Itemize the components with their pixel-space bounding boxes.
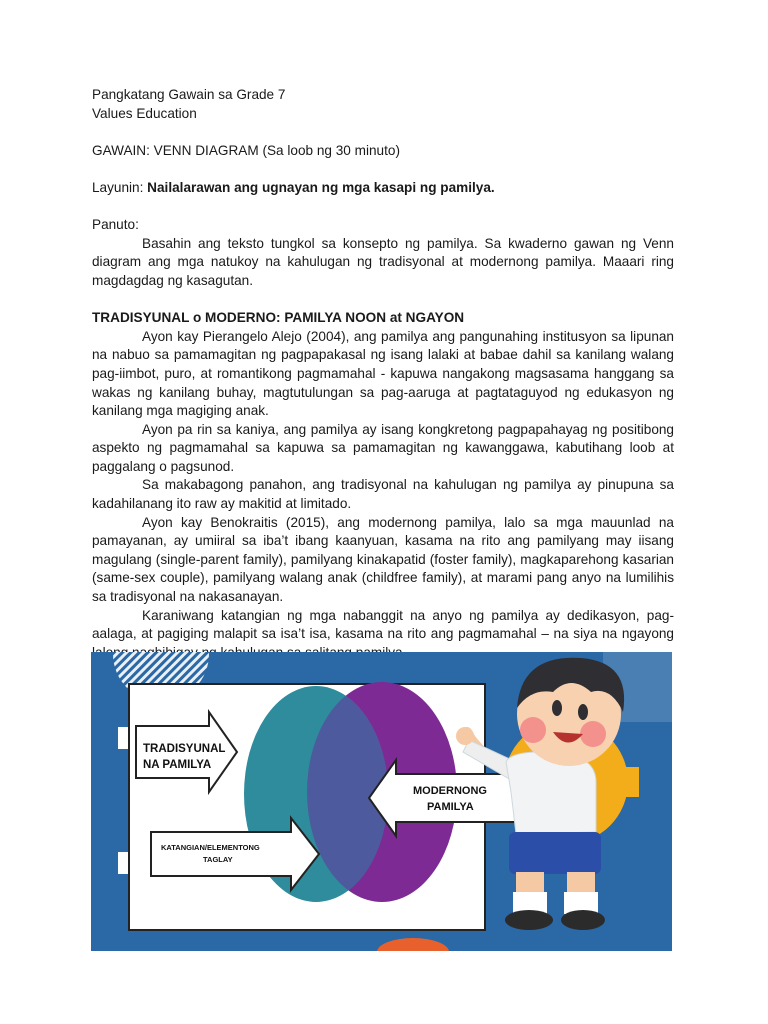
course-line: Pangkatang Gawain sa Grade 7 <box>92 87 286 102</box>
venn-diagram-illustration <box>91 652 672 951</box>
modern-label-1: MODERNONG <box>413 785 487 797</box>
modern-label-2: PAMILYA <box>427 801 474 813</box>
characteristics-label-1: KATANGIAN/ELEMENTONG <box>161 843 260 852</box>
characteristics-label-2: TAGLAY <box>203 855 233 864</box>
article-heading: TRADISYUNAL o MODERNO: PAMILYA NOON at NGAYON <box>92 310 465 326</box>
instructions-text: Basahin ang teksto tungkol sa konsepto ng pamilya. Sa kwaderno gawan ng Venn diagram ang mga natukoy na kahulugan ng tradisyonal at modernong pamilya. Maaari ring magdagdag ng kasagutan. <box>92 235 674 288</box>
article-paragraph-2: Ayon pa rin sa kaniya, ang pamilya ay isang kongkretong pagpapahayag ng positibong aspekto ng pagmamahal sa kapuwa sa pamamagitan ng kawanggawa, kabutihang loob at paggalang o pagsunod. <box>92 421 674 474</box>
objective-label: Layunin: <box>92 179 148 195</box>
objective-text: Nailalarawan ang ugnayan ng mga kasapi ng pamilya. <box>147 179 495 195</box>
objective <box>92 179 674 198</box>
article-paragraph-1: Ayon kay Pierangelo Alejo (2004), ang pamilya ang pangunahing institusyon sa lipunan na nabuo sa pamamagitan ng pagpapakasal ng isang lalaki at babae dahil sa kanilang walang pag-iimbot, puro, at romantikong pagmamahal - kapuwa nangakong magsasama hanggang sa wakas ng kanilang buhay, magtutulungan sa pag-aaruga at pagtataguyod ng edukasyon ng kanilang mga magiging anak. <box>92 328 674 419</box>
subject-line: Values Education <box>92 105 197 121</box>
traditional-label-2: NA PAMILYA <box>143 759 212 771</box>
instructions-label: Panuto: <box>92 217 139 233</box>
traditional-label-1: TRADISYUNAL <box>143 743 226 755</box>
article-paragraph-4: Ayon kay Benokraitis (2015), ang modernong pamilya, lalo sa mga mauunlad na pamayanan, ay umiiral sa iba’t ibang kaanyuan, kasama na rito ang pamilyang may iisang magulang (single-parent family), pamilyang kinakapatid (foster family), magkaparehong kasarian (same-sex couple), pamilyang walang anak (childfree family), at marami pang anyo na lumilihis sa tradisyonal na nakasanayan. <box>92 514 674 605</box>
article-paragraph-5: Karaniwang katangian ng mga nabanggit na anyo ng pamilya ay dedikasyon, pag-aalaga, at pagiging malapit sa isa’t isa, kasama na rito ang pagmamahal – na siya na ngayong <box>92 607 674 642</box>
activity-title: GAWAIN: VENN DIAGRAM (Sa loob ng 30 minuto) <box>92 142 400 158</box>
article-paragraph-3: Sa makabagong panahon, ang tradisyonal na kahulugan ng pamilya ay pinupuna sa kadahilanang ito raw ay makitid at limitado. <box>92 477 674 512</box>
document-text <box>92 86 674 662</box>
